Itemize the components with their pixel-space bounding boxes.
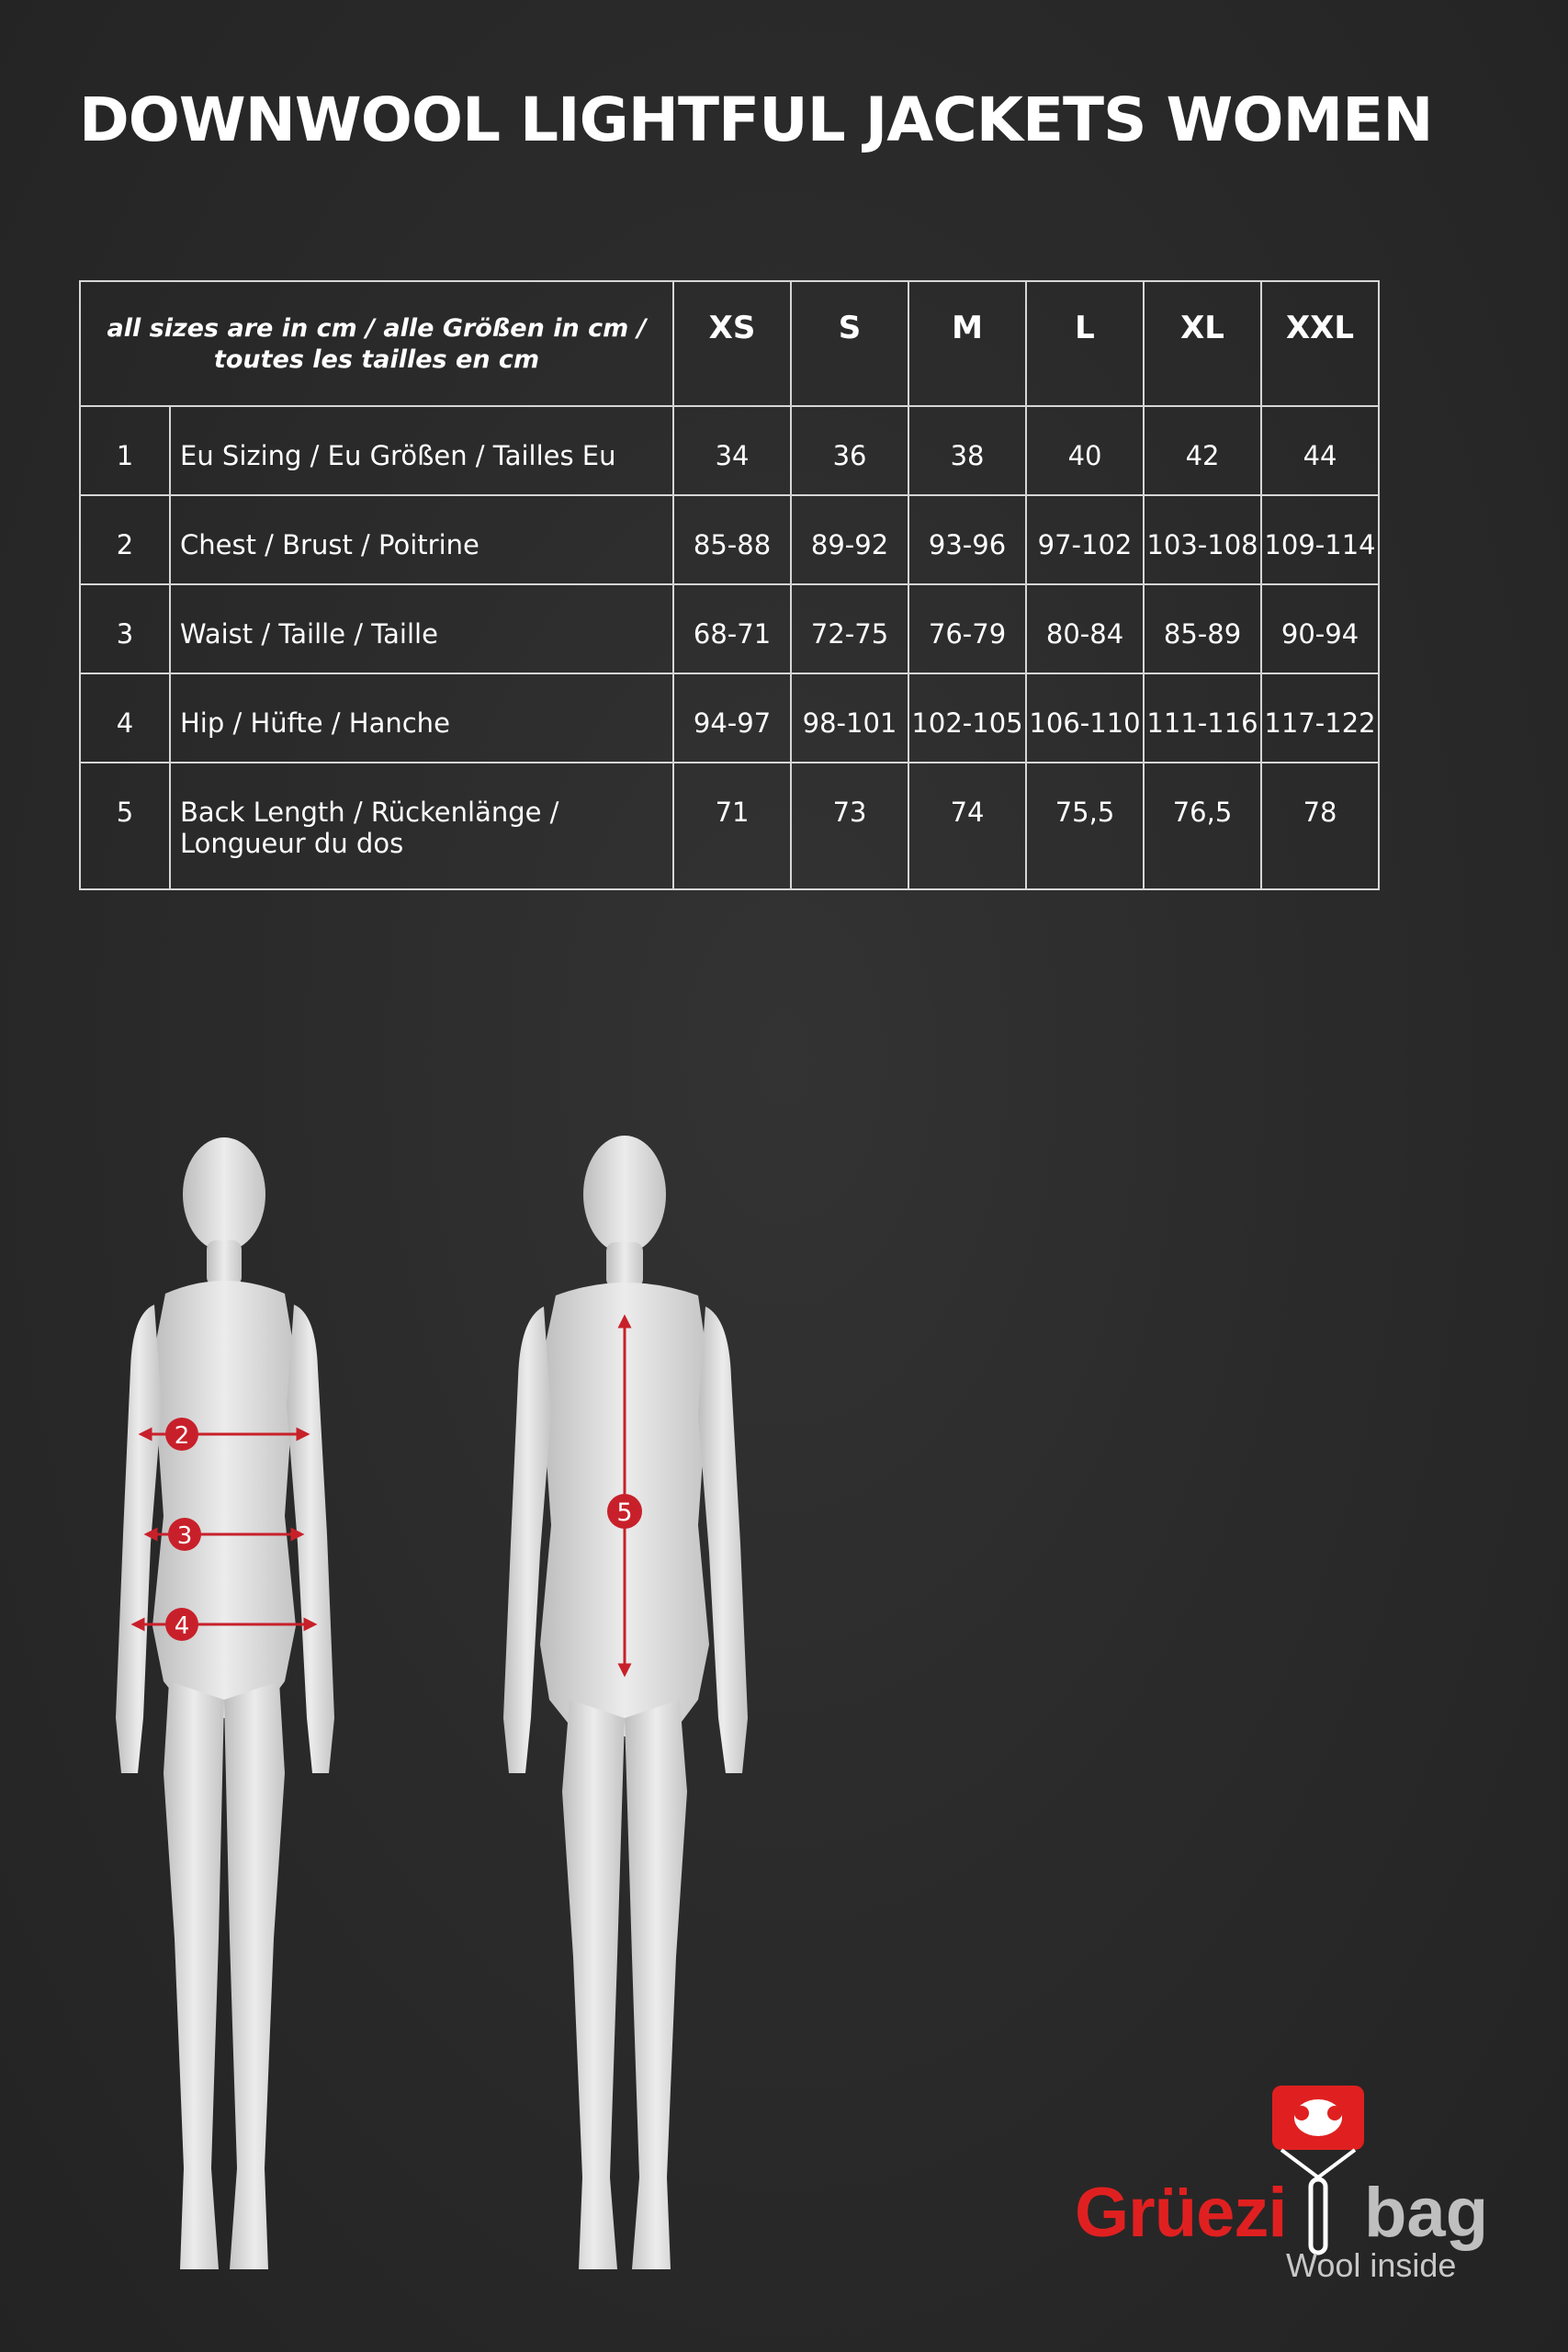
row-number: 5	[80, 763, 170, 889]
units-caption-line2: toutes les tailles en cm	[213, 345, 540, 374]
table-cell: 68-71	[673, 584, 791, 673]
table-cell: 111-116	[1144, 673, 1261, 763]
logo-tagline: Wool inside	[1286, 2246, 1457, 2284]
row-label: Eu Sizing / Eu Größen / Tailles Eu	[170, 406, 673, 495]
row-number: 1	[80, 406, 170, 495]
table-cell: 76-79	[908, 584, 1026, 673]
table-row	[80, 584, 1379, 673]
row-label: Hip / Hüfte / Hanche	[170, 673, 673, 763]
table-cell: 36	[791, 406, 908, 495]
size-header-s: S	[791, 281, 908, 406]
table-cell: 85-88	[673, 495, 791, 584]
table-cell: 102-105	[908, 673, 1026, 763]
table-cell: 106-110	[1026, 673, 1144, 763]
size-header-xl: XL	[1144, 281, 1261, 406]
table-cell: 98-101	[791, 673, 908, 763]
table-cell: 42	[1144, 406, 1261, 495]
units-caption	[80, 281, 673, 406]
mannequin-figures	[55, 1130, 790, 2306]
table-cell: 76,5	[1144, 763, 1261, 889]
marker-5: 5	[616, 1498, 633, 1527]
header-row	[80, 281, 1379, 406]
page-title: DOWNWOOL LIGHTFUL JACKETS WOMEN	[79, 85, 1433, 155]
table-cell: 80-84	[1026, 584, 1144, 673]
size-header-xxl: XXL	[1261, 281, 1379, 406]
table-row	[80, 673, 1379, 763]
size-table	[79, 280, 1380, 890]
table-cell: 93-96	[908, 495, 1026, 584]
table-cell: 75,5	[1026, 763, 1144, 889]
table-cell: 103-108	[1144, 495, 1261, 584]
marker-2: 2	[174, 1422, 190, 1450]
units-caption-line1: all sizes are in cm / alle Größen in cm /	[107, 314, 647, 343]
table-row	[80, 406, 1379, 495]
front-mannequin	[116, 1137, 334, 2269]
table-cell: 44	[1261, 406, 1379, 495]
table-row	[80, 495, 1379, 584]
row-label-line1: Back Length / Rückenlänge /	[180, 797, 559, 828]
row-number: 3	[80, 584, 170, 673]
table-cell: 78	[1261, 763, 1379, 889]
logo-word-gruezi: Grüezi	[1075, 2174, 1287, 2252]
table-cell: 38	[908, 406, 1026, 495]
table-cell: 85-89	[1144, 584, 1261, 673]
table-cell: 97-102	[1026, 495, 1144, 584]
table-cell: 71	[673, 763, 791, 889]
table-cell: 73	[791, 763, 908, 889]
table-cell: 34	[673, 406, 791, 495]
brand-logo	[1066, 2076, 1506, 2288]
size-header-xs: XS	[673, 281, 791, 406]
table-cell: 74	[908, 763, 1026, 889]
row-label-line2: Longueur du dos	[180, 828, 404, 859]
row-label: Waist / Taille / Taille	[170, 584, 673, 673]
size-header-m: M	[908, 281, 1026, 406]
table-row	[80, 763, 1379, 889]
size-header-l: L	[1026, 281, 1144, 406]
table-cell: 94-97	[673, 673, 791, 763]
table-cell: 109-114	[1261, 495, 1379, 584]
marker-3: 3	[176, 1522, 193, 1550]
table-cell: 72-75	[791, 584, 908, 673]
row-number: 4	[80, 673, 170, 763]
table-cell: 40	[1026, 406, 1144, 495]
table-cell: 117-122	[1261, 673, 1379, 763]
table-cell: 89-92	[791, 495, 908, 584]
logo-word-bag: bag	[1364, 2174, 1489, 2252]
table-cell: 90-94	[1261, 584, 1379, 673]
row-label: Chest / Brust / Poitrine	[170, 495, 673, 584]
back-mannequin	[503, 1136, 748, 2269]
row-number: 2	[80, 495, 170, 584]
row-label	[170, 763, 673, 889]
marker-4: 4	[174, 1612, 190, 1640]
